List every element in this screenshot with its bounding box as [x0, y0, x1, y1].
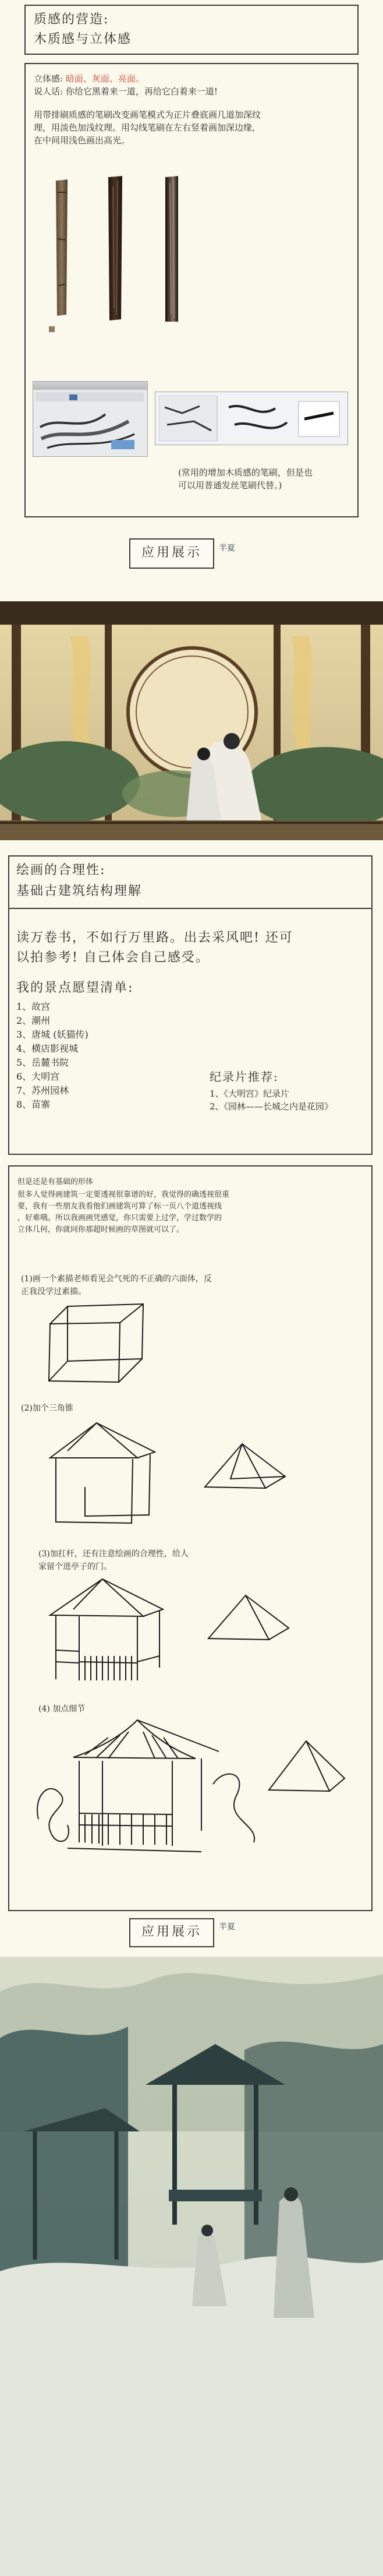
section1-content-box	[24, 63, 359, 517]
wood-texture-illustration	[26, 169, 357, 367]
pavilion-garden-illustration	[0, 601, 383, 840]
section3-showcase-button[interactable]: 应用展示	[129, 1918, 214, 1947]
step3-line1: (3)加扛杆，还有注意绘画的合理性，给人	[38, 1549, 189, 1559]
list-item: 8、苗寨	[16, 1099, 51, 1110]
section1-p2-line3: 在中间用浅色画出高光。	[34, 135, 130, 146]
section1-note-line2: 可以用普通发丝笔刷代替。)	[178, 480, 282, 491]
pyramid-sketch-3	[265, 1738, 347, 1796]
section1-note-line1: (常用的增加木质感的笔刷，但是也	[178, 467, 313, 478]
section1-p1-line2: 说人话: 你给它黑着来一道，再给它白着来一道!	[34, 86, 218, 97]
list-item: 3、唐城 (妖猫传)	[16, 1029, 88, 1040]
section3-content-box	[8, 1165, 373, 1911]
step1-line2: 正我没学过素描。	[21, 1287, 86, 1296]
pyramid-sketch	[201, 1440, 289, 1493]
brush-settings-screenshot	[155, 392, 348, 445]
step2-label: (2)加个三角锥	[21, 1404, 73, 1413]
section1-title-line1: 质感的营造:	[34, 12, 109, 27]
spot-list	[16, 1000, 88, 1112]
pyramid-cube-sketch	[44, 1417, 161, 1528]
section2-title-line1: 绘画的合理性:	[16, 863, 106, 878]
list-item: 5、岳麓书院	[16, 1057, 69, 1068]
section1-showcase-button[interactable]: 应用展示	[129, 538, 214, 569]
list-item: 7、苏州园林	[16, 1085, 69, 1096]
section2-p1-line1: 读万卷书，不如行万里路。出去采风吧! 还可	[16, 931, 293, 945]
list-item: 6、大明宫	[16, 1071, 60, 1082]
section3-seal: 半夏	[219, 1922, 235, 1932]
section2-content-box	[8, 855, 373, 1155]
detailed-pavilion-sketch	[27, 1714, 271, 1860]
section1-p1-red: 暗面、灰面、亮面。	[65, 73, 144, 84]
pavilion-frame-sketch	[44, 1574, 166, 1685]
cube-sketch	[44, 1301, 149, 1388]
section1-p1-prefix: 立体感:	[34, 73, 66, 84]
doc-item-1: 1、《大明宫》纪录片	[210, 1088, 290, 1099]
section1-p2-line2: 理，用淡色加浅纹理。用勾线笔刷在左右竖着画加深边缘，	[34, 122, 261, 133]
wood-stroke-2	[108, 176, 122, 320]
wood-stroke-3	[165, 176, 178, 322]
step1-line1: (1)画一个素描老师看见会气死的不正确的六面体，反	[21, 1274, 212, 1284]
section1-title-line2: 木质感与立体感	[34, 32, 132, 47]
section3-intro-line4: ，好难哦。所以我画画凭感觉，你只需要上过学，学过数学的	[17, 1214, 222, 1222]
section2-list-title: 我的景点愿望清单:	[16, 981, 134, 995]
brush-panel-screenshot	[33, 381, 148, 457]
section3-intro-line5: 立体几何，你就同你那超时候画的草图就可以了。	[17, 1225, 185, 1234]
section3-intro-line2: 很多人觉得画建筑一定要透视很靠谱的好，我觉得的确透视很重	[17, 1190, 230, 1199]
section1-title-box	[24, 5, 359, 55]
list-item: 2、潮州	[16, 1015, 51, 1026]
list-item: 4、横店影视城	[16, 1043, 79, 1054]
section3-intro-line1: 但是还是有基础的形体	[17, 1178, 94, 1186]
section2-p1-line2: 以拍参考! 自己体会自己感受。	[16, 950, 210, 965]
section3-intro-line3: 要，我有一些朋友我看他们画建筑可算了标一页八个道透视线	[17, 1202, 222, 1211]
section1-p1	[34, 72, 144, 85]
section2-title-line2: 基础古建筑结构理解	[16, 884, 143, 898]
list-item: 1、故宫	[16, 1001, 51, 1012]
mountain-pavilion-illustration	[0, 1957, 383, 2576]
pyramid-sketch-2	[205, 1592, 292, 1644]
section1-seal: 半夏	[219, 544, 235, 553]
doc-item-2: 2、《园林——长城之内是花园》	[210, 1101, 334, 1112]
section2-divider	[9, 908, 371, 909]
section1-p2-line1: 用带排刷质感的笔刷改变画笔模式为正片叠底画几道加深纹	[34, 110, 261, 120]
wood-stroke-1	[56, 179, 68, 316]
step3-line2: 家留个进亭子的门。	[38, 1562, 112, 1571]
section2-doc-title: 纪录片推荐:	[210, 1070, 279, 1084]
step4-label: (4) 加点细节	[38, 1704, 86, 1714]
